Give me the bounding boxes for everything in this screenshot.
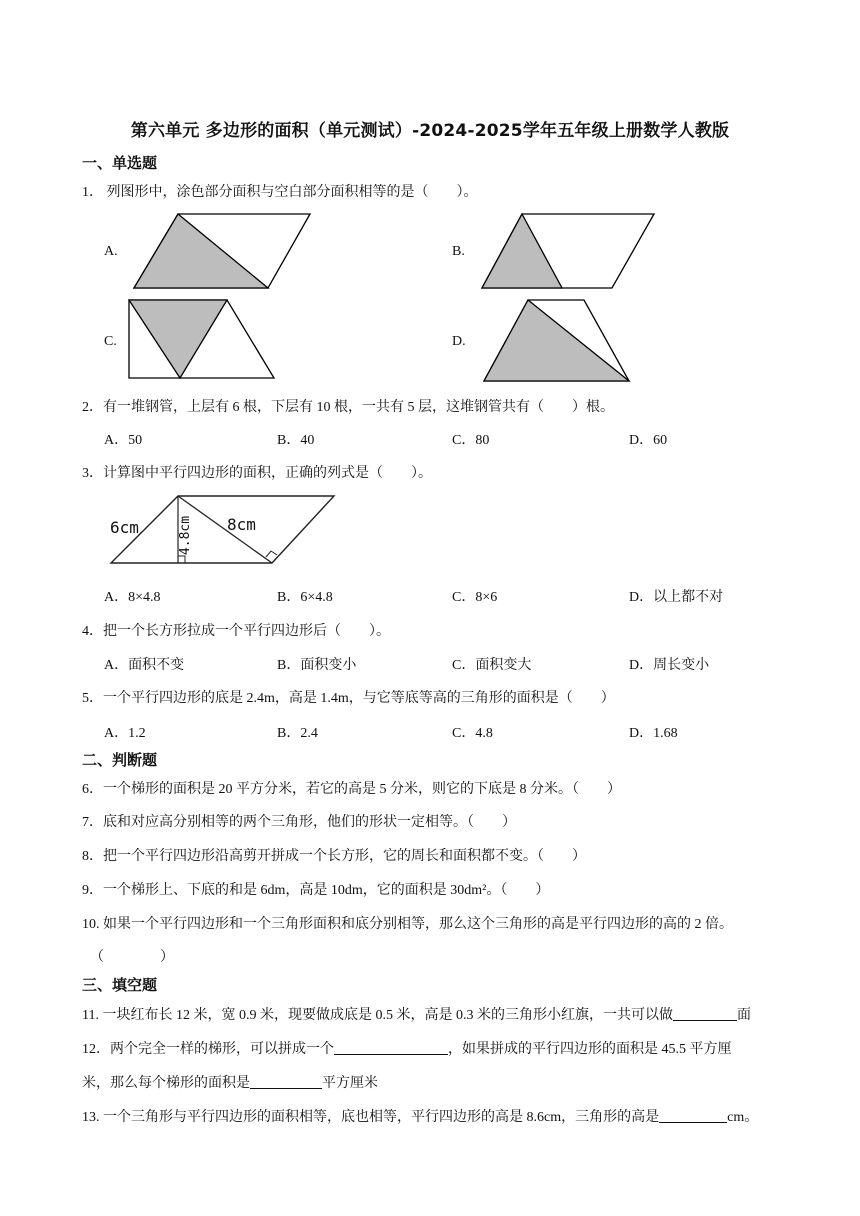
q12-text2: 米，那么每个梯形的面积是 xyxy=(82,1076,250,1091)
page-title: 第六单元 多边形的面积（单元测试）-2024-2025学年五年级上册数学人教版 xyxy=(130,121,730,141)
q4-option-b: B．面积变小 xyxy=(277,658,357,673)
q5-option-c: C．4.8 xyxy=(452,726,493,741)
q4-option-c: C．面积变大 xyxy=(452,658,532,673)
q2-option-d: D．60 xyxy=(629,433,668,448)
question-13 xyxy=(82,1106,758,1126)
section-heading-single-choice: 一、单选题 xyxy=(82,154,158,172)
q3-parallelogram-figure xyxy=(106,490,346,570)
q13-answer-blank[interactable] xyxy=(659,1108,727,1123)
q1-figure-c xyxy=(126,297,278,383)
q3-label-diagonal: 8cm xyxy=(227,515,256,534)
q12-answer-blank-1[interactable] xyxy=(334,1040,448,1055)
q5-option-d: D．1.68 xyxy=(629,726,678,741)
question-4: 4．把一个长方形拉成一个平行四边形后（ ）。 xyxy=(82,624,390,639)
q4-option-a: A．面积不变 xyxy=(104,658,185,673)
q2-option-c: C．80 xyxy=(452,433,490,448)
q11-tail: 面 xyxy=(736,1008,751,1023)
q11-text: 11. 一块红布长 12 米，宽 0.9 米，现要做成底是 0.5 米，高是 0.3 米的三角形小红旗，一共可以做 xyxy=(82,1008,673,1023)
q12-answer-blank-2[interactable] xyxy=(250,1074,322,1089)
question-1: 1． 列图形中，涂色部分面积与空白部分面积相等的是（ ）。 xyxy=(82,185,478,200)
q11-answer-blank[interactable] xyxy=(673,1006,737,1021)
question-8: 8．把一个平行四边形沿高剪开拼成一个长方形，它的周长和面积都不变。（ ） xyxy=(82,849,586,864)
q13-tail: cm。 xyxy=(727,1110,759,1125)
q2-option-a: A．50 xyxy=(104,433,143,448)
q12-tail: 平方厘米 xyxy=(322,1076,378,1091)
q1-figure-a xyxy=(128,212,318,292)
q3-option-b: B．6×4.8 xyxy=(277,590,333,605)
q1-option-b-label: B. xyxy=(452,244,465,259)
section-heading-true-false: 二、判断题 xyxy=(82,751,158,769)
q2-option-b: B．40 xyxy=(277,433,315,448)
section-heading-fill-blank: 三、填空题 xyxy=(82,976,158,994)
question-5: 5．一个平行四边形的底是 2.4m，高是 1.4m，与它等底等高的三角形的面积是（ ） xyxy=(82,691,615,706)
q1-figure-d xyxy=(480,297,634,385)
question-10-answer-bracket: （ ） xyxy=(90,950,174,965)
q3-option-a: A．8×4.8 xyxy=(104,590,161,605)
q1-figure-b xyxy=(478,212,658,292)
q3-label-side: 6cm xyxy=(110,518,139,537)
question-2: 2．有一堆钢管，上层有 6 根，下层有 10 根，一共有 5 层，这堆钢管共有（ ）根。 xyxy=(82,400,614,415)
question-3: 3．计算图中平行四边形的面积，正确的列式是（ ）。 xyxy=(82,466,432,481)
q1-option-d-label: D. xyxy=(452,334,466,349)
question-12-line-2 xyxy=(82,1072,378,1092)
question-10: 10. 如果一个平行四边形和一个三角形面积和底分别相等，那么这个三角形的高是平行四边形的高的 2 倍。 xyxy=(82,917,733,932)
q5-option-a: A．1.2 xyxy=(104,726,146,741)
question-7: 7．底和对应高分别相等的两个三角形，他们的形状一定相等。（ ） xyxy=(82,815,516,830)
q3-option-d: D．以上都不对 xyxy=(629,590,724,605)
q12-mid: ，如果拼成的平行四边形的面积是 45.5 平方厘 xyxy=(448,1042,732,1057)
q1-option-a-label: A. xyxy=(104,244,118,259)
q1-option-c-label: C. xyxy=(104,334,117,349)
q3-label-height: 4.8cm xyxy=(178,515,194,556)
q4-option-d: D．周长变小 xyxy=(629,658,710,673)
question-9: 9．一个梯形上、下底的和是 6dm，高是 10dm，它的面积是 30dm²。（ ） xyxy=(82,883,550,898)
q5-option-b: B．2.4 xyxy=(277,726,318,741)
q12-text: 12．两个完全一样的梯形，可以拼成一个 xyxy=(82,1042,334,1057)
q3-option-c: C．8×6 xyxy=(452,590,498,605)
question-6: 6．一个梯形的面积是 20 平方分米，若它的高是 5 分米，则它的下底是 8 分米。（ ） xyxy=(82,782,621,797)
question-12 xyxy=(82,1038,732,1058)
question-11 xyxy=(82,1004,751,1024)
q13-text: 13. 一个三角形与平行四边形的面积相等，底也相等，平行四边形的高是 8.6cm，三角形的高是 xyxy=(82,1110,660,1125)
